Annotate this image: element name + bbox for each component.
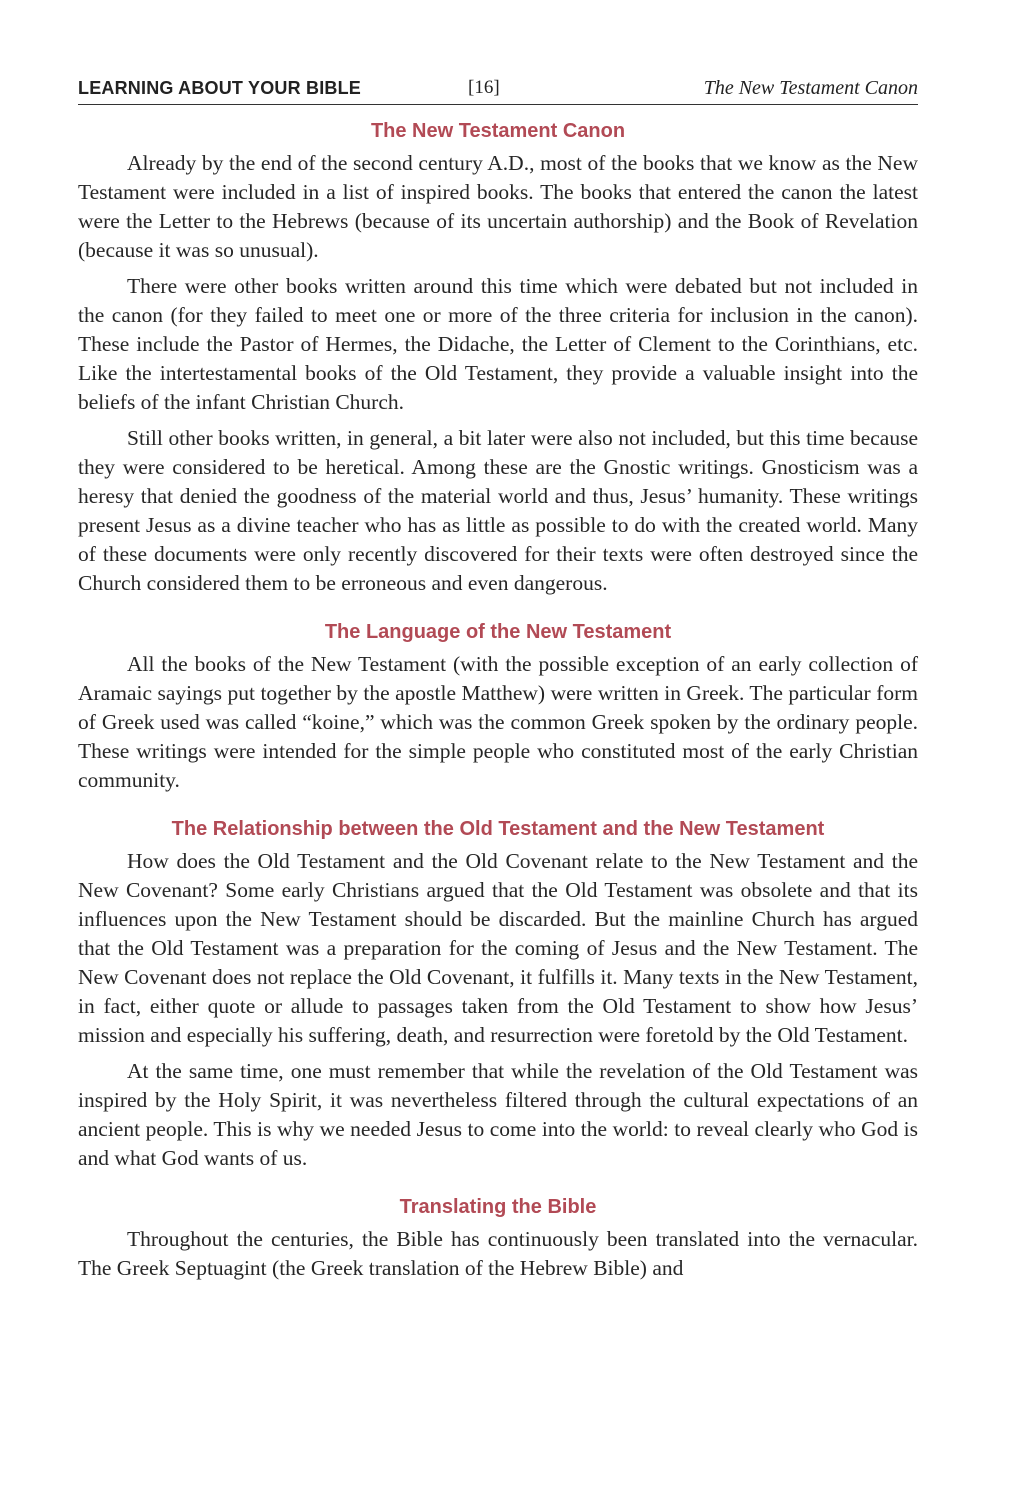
book-page [78, 74, 918, 1290]
paragraph: There were other books written around this time which were debated but not included in the canon (for they failed to meet one or more of the three criteria for inclusion in the canon). These include the Pastor of Hermes, the Didache, the Letter of Clement to the Corinthians, etc. Like the intertestamental books of the Old Testament, they provide a valuable insight into the beliefs of the infant Christian Church. [78, 274, 918, 414]
paragraph: Still other books written, in general, a bit later were also not included, but this time because they were considered to be heretical. Among these are the Gnostic writings. Gnosticism was a heresy that denied the goodness of the material world and thus, Jesus’ humanity. These writings present Jesus as a divine teacher who has as little as possible to do with the created world. Many of these documents were only recently discovered for their texts were often destroyed since the Church considered them to be erroneous and even dangerous. [78, 426, 918, 595]
section-new-testament-canon [78, 117, 918, 598]
page-number: [16] [468, 77, 500, 98]
section-translating [78, 1193, 918, 1283]
paragraph: How does the Old Testament and the Old Covenant relate to the New Testament and the New Covenant? Some early Christians argued that the Old Testament was obsolete and that its influences upon the New Testament should be discarded. But the mainline Church has argued that the Old Testament was a preparation for the coming of Jesus and the New Testament. The New Covenant does not replace the Old Covenant, it fulfills it. Many texts in the New Testament, in fact, either quote or allude to passages taken from the Old Testament to show how Jesus’ mission and especially his suffering, death, and resurrection were foretold by the Old Testament. [78, 849, 918, 1047]
section-heading: The Relationship between the Old Testament and the New Testament [171, 818, 825, 840]
section-language [78, 618, 918, 795]
paragraph: Throughout the centuries, the Bible has continuously been translated into the vernacular. The Greek Septuagint (the Greek translation of the Hebrew Bible) and [78, 1227, 918, 1280]
section-relationship [78, 815, 918, 1173]
paragraph: All the books of the New Testament (with the possible exception of an early collection of Aramaic sayings put together by the apostle Matthew) were written in Greek. The particular form of Greek used was called “koine,” which was the common Greek spoken by the ordinary people. These writings were intended for the simple people who constituted most of the early Christian community. [78, 652, 918, 792]
paragraph: At the same time, one must remember that while the revelation of the Old Testament was inspired by the Holy Spirit, it was nevertheless filtered through the cultural expectations of an ancient people. This is why we needed Jesus to come into the world: to reveal clearly who God is and what God wants of us. [78, 1059, 918, 1170]
paragraph: Already by the end of the second century A.D., most of the books that we know as the New Testament were included in a list of inspired books. The books that entered the canon the latest were the Letter to the Hebrews (because of its uncertain authorship) and the Book of Revelation (because it was so unusual). [78, 151, 918, 262]
chapter-title: The New Testament Canon [703, 77, 918, 99]
running-header [78, 74, 918, 105]
book-title: LEARNING ABOUT YOUR BIBLE [78, 78, 362, 98]
section-heading: The New Testament Canon [370, 120, 626, 142]
section-heading: Translating the Bible [399, 1196, 597, 1218]
section-heading: The Language of the New Testament [324, 621, 672, 643]
